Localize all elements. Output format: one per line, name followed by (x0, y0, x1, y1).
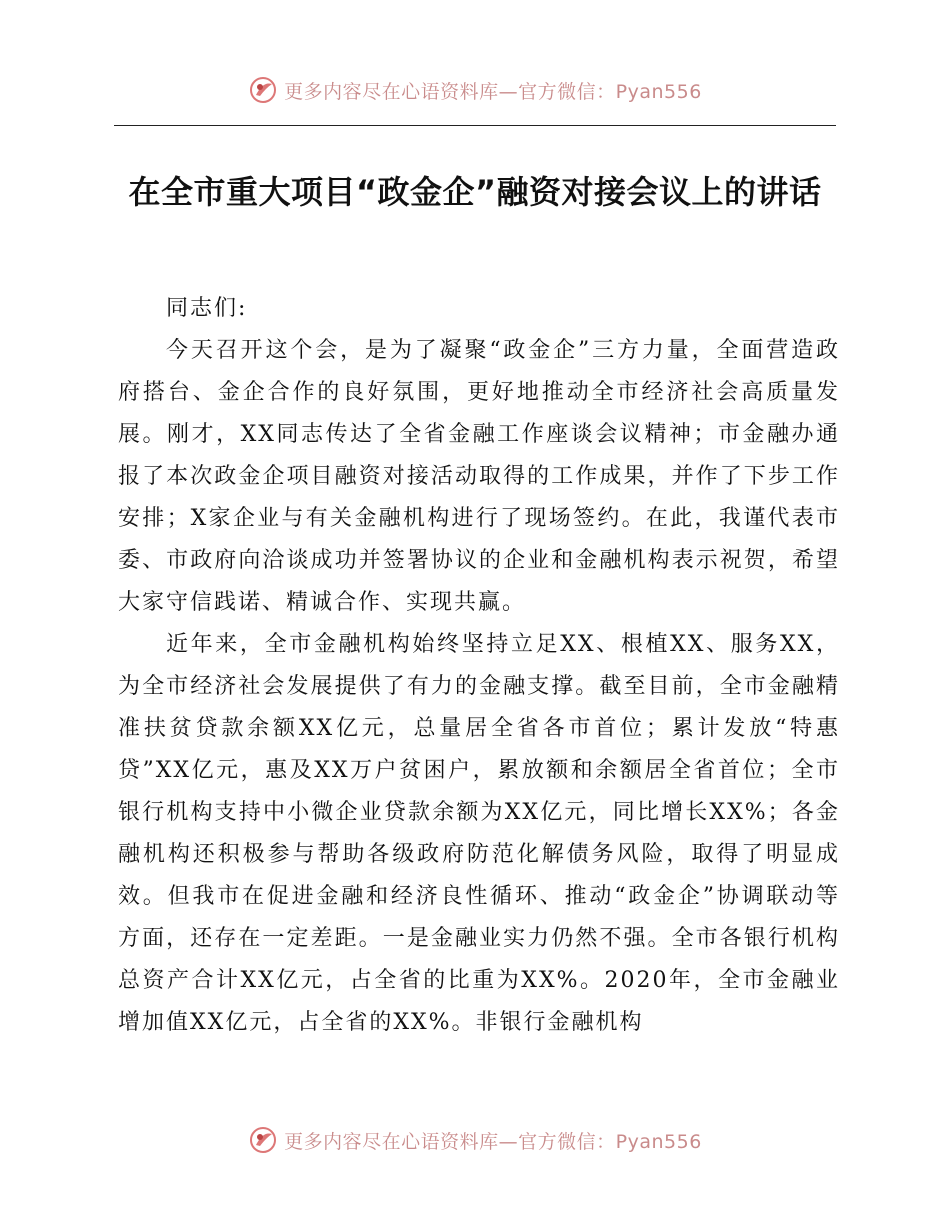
salutation: 同志们: (166, 296, 248, 321)
brand-logo-icon (248, 1125, 278, 1155)
watermark-text: 更多内容尽在心语资料库—官方微信：Pyan556 (284, 80, 702, 103)
header-watermark (0, 70, 950, 110)
paragraph-1: 今天召开这个会，是为了凝聚“政金企”三方力量，全面营造政府搭台、金企合作的良好氛围，更好地推动全市经济社会高质量发展。刚才，XX同志传达了全省金融工作座谈会议精神；市金融办通报了本次政金企项目融资对接活动取得的工作成果，并作了下步工作安排；X家企业与有关金融机构进行了现场签约。在此，我谨代表市委、市政府向洽谈成功并签署协议的企业和金融机构表示祝贺，希望大家守信践诺、精诚合作、实现共赢。 (118, 338, 840, 615)
header-divider (114, 125, 836, 126)
footer-watermark (0, 1120, 950, 1160)
paragraph-2: 近年来，全市金融机构始终坚持立足XX、根植XX、服务XX，为全市经济社会发展提供了有力的金融支撑。截至目前，全市金融精准扶贫贷款余额XX亿元，总量居全省各市首位；累计发放“特惠贷”XX亿元，惠及XX万户贫困户，累放额和余额居全省首位；全市银行机构支持中小微企业贷款余额为XX亿元，同比增长XX%；各金融机构还积极参与帮助各级政府防范化解债务风险，取得了明显成效。但我市在促进金融和经济良性循环、推动“政金企”协调联动等方面，还存在一定差距。一是金融业实力仍然不强。全市各银行机构总资产合计XX亿元，占全省的比重为XX%。2020年，全市金融业增加值XX亿元，占全省的XX%。非银行金融机构 (118, 632, 840, 1035)
document-body (118, 288, 840, 1044)
watermark-text: 更多内容尽在心语资料库—官方微信：Pyan556 (284, 1130, 702, 1153)
brand-logo-icon (248, 75, 278, 105)
page-title: 在全市重大项目“政金企”融资对接会议上的讲话 (128, 173, 822, 211)
